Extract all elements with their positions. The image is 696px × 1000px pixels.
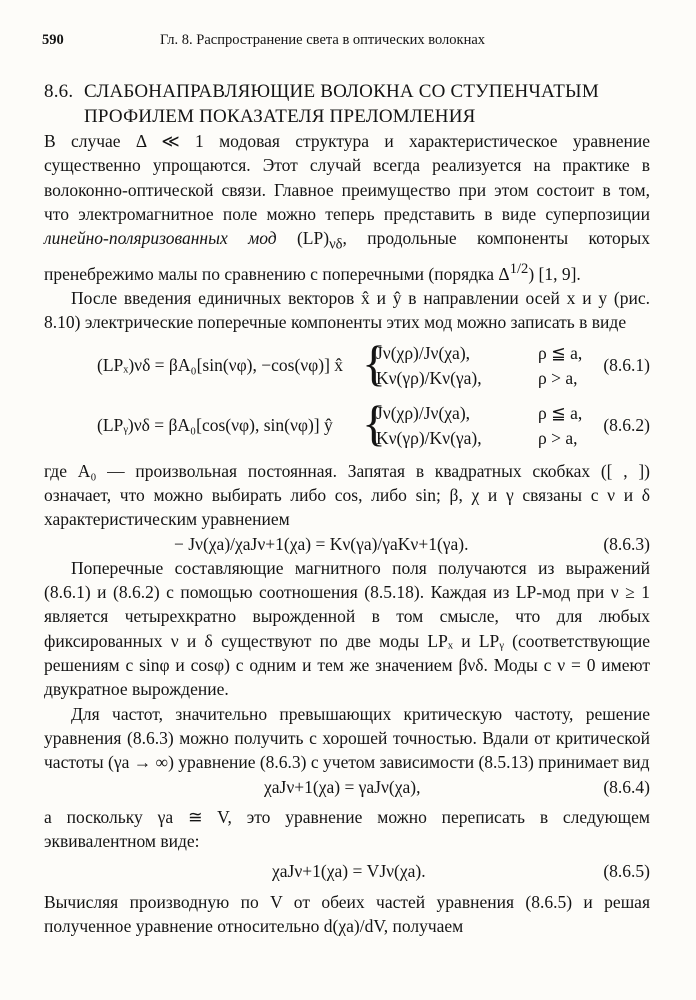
paragraph-1: В случае Δ ≪ 1 модовая структура и характеристическое уравнение существенно упрощаются. Этот случай всегда реализуется на практике в волоконно-оптической связи. Главное преимущество при этом состоит в том, что электромагнитное поле можно теперь представить в виде суперпозиции линейно-поляризованных мод $(LP)_{\nu\delta}$, продольные компоненты которых пренебрежимо малы по сравнению с поперечными (порядка $\Delta^{1/2}$) [1, 9]. [44, 131, 651, 284]
equation-8-6-2: (LPᵧ)νδ = βA₀[cos(νφ), sin(νφ)] ŷ { Jν(χρ)/Jν(χa), Kν(γρ)/Kν(γa), ρ ≦ a, ρ > a, (8.6.2) [97, 394, 650, 451]
paragraph-3: где A₀ — произвольная постоянная. Запятая в квадратных скобках ([ , ]) означает, что можно выбирать либо cos, либо sin; β, χ и γ связаны с ν и δ характеристическим уравнением [44, 460, 650, 530]
running-head [42, 32, 650, 52]
equation-lhs: (LPᵧ)νδ = βA₀[cos(νφ), sin(νφ)] ŷ [97, 414, 333, 435]
equation-8-6-3 [44, 532, 650, 556]
equation-condition: ρ > a, [538, 427, 578, 448]
section-title-line-1: СЛАБОНАПРАВЛЯЮЩИЕ ВОЛОКНА СО СТУПЕНЧАТЫМ [84, 81, 599, 102]
equation-8-6-1: (LPₓ)νδ = βA₀[sin(νφ), −cos(νφ)] x̂ { Jν(χρ)/Jν(χa), Kν(γρ)/Kν(γa), ρ ≦ a, ρ > a, (8.6.1) [97, 334, 650, 391]
equation-number: (8.6.4) [603, 776, 650, 797]
equation-body: χaJν+1(χa) = VJν(χa). [272, 861, 426, 882]
body-text [44, 129, 650, 938]
section-number: 8.6. [44, 81, 74, 102]
equation-case: Kν(γρ)/Kν(γa), [376, 367, 482, 388]
page-number: 590 [42, 32, 64, 48]
paragraph-7: Вычисляя производную по V от обеих частей уравнения (8.6.5) и решая полученное уравнение относительно d(χa)/dV, получаем [44, 891, 650, 937]
equation-number: (8.6.5) [603, 861, 650, 882]
equation-body: − Jν(χa)/χaJν+1(χa) = Kν(γa)/γaKν+1(γa). [174, 533, 469, 554]
equation-8-6-5 [44, 859, 650, 883]
equation-case: Kν(γρ)/Kν(γa), [376, 427, 482, 448]
equation-8-6-4 [44, 775, 650, 799]
paragraph-2: После введения единичных векторов x̂ и ŷ в направлении осей x и y (рис. 8.10) электрические поперечные компоненты этих мод можно записать в виде [44, 288, 650, 333]
equation-body: χaJν+1(χa) = γaJν(χa), [264, 776, 421, 797]
equation-lhs: (LPₓ)νδ = βA₀[sin(νφ), −cos(νφ)] x̂ [97, 354, 344, 375]
equation-condition: ρ > a, [538, 367, 578, 388]
section-title [84, 79, 654, 129]
section-title-line-2: ПРОФИЛЕМ ПОКАЗАТЕЛЯ ПРЕЛОМЛЕНИЯ [84, 106, 476, 127]
emphasis-lp-modes: линейно-поляризованных мод [44, 228, 277, 249]
paragraph-5: Для частот, значительно превышающих критическую частоту, решение уравнения (8.6.3) можно получить с хорошей точностью. Вдали от критической частоты (γa → ∞) уравнение (8.6.3) с учетом зависимости (8.5.13) принимает вид [44, 703, 650, 773]
equation-condition: ρ ≦ a, [538, 402, 583, 423]
paragraph-6: а поскольку γa ≅ V, это уравнение можно переписать в следующем эквивалентном виде: [44, 806, 650, 852]
equation-number: (8.6.3) [603, 533, 650, 554]
equation-number: (8.6.2) [603, 414, 650, 435]
equation-number: (8.6.1) [603, 354, 650, 375]
paragraph-4: Поперечные составляющие магнитного поля получаются из выражений (8.6.1) и (8.6.2) с помощью соотношения (8.5.18). Каждая из LP-мод при ν ≥ 1 является четырехкратно вырожденной в том смысле, что для любых фиксированных ν и δ существуют по две моды LPₓ и LPᵧ (соответствующие решениям с sinφ и cosφ) с одним и тем же значением βνδ. Моды с ν = 0 имеют двукратное вырождение. [44, 557, 650, 700]
equation-condition: ρ ≦ a, [538, 342, 583, 363]
equation-case: Jν(χρ)/Jν(χa), [376, 342, 471, 363]
equation-case: Jν(χρ)/Jν(χa), [376, 402, 471, 423]
chapter-title: Гл. 8. Распространение света в оптических волокнах [160, 32, 486, 48]
